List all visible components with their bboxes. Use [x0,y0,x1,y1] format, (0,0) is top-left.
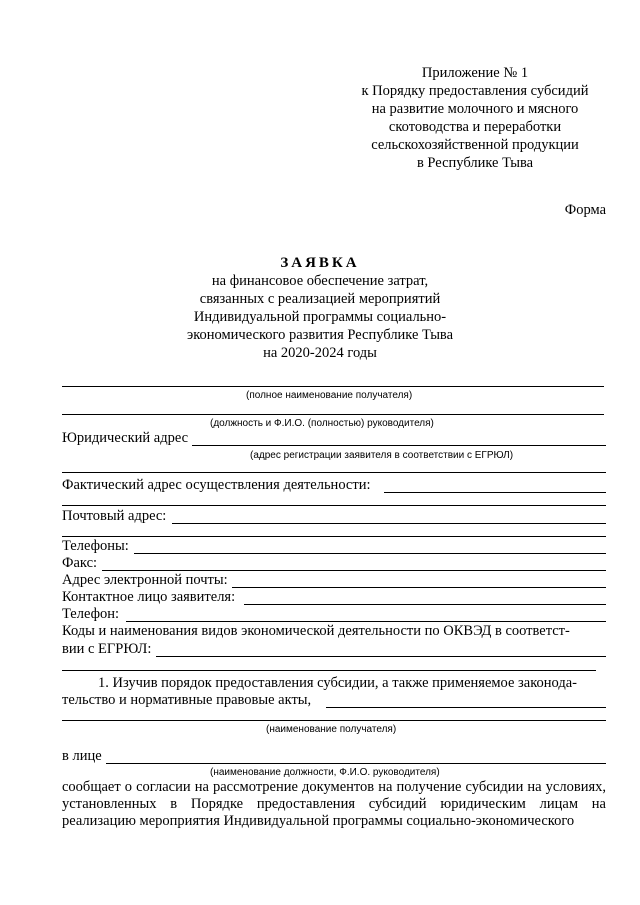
okved-label-line1: Коды и наименования видов экономической деятельности по ОКВЭД в соответст- [62,623,570,639]
subtitle-line: Индивидуальной программы социально- [193,309,447,325]
in-person-label: в лице [62,748,102,764]
head-position-line[interactable] [62,414,604,415]
contact-person-line[interactable] [244,604,606,605]
postal-address-label: Почтовый адрес: [62,508,167,524]
form-label: Форма [564,202,606,218]
fax-label: Факс: [62,555,98,571]
legal-address-extra-line[interactable] [62,472,606,473]
okved-extra-line[interactable] [62,670,596,671]
appendix-line: в Республике Тыва [416,155,534,171]
appendix-header [340,64,610,172]
in-person-line[interactable] [106,763,606,764]
recipient-name-caption: (наименование получателя) [266,724,397,735]
subtitle-line: на финансовое обеспечение затрат, [211,273,429,289]
email-label: Адрес электронной почты: [62,572,228,588]
appendix-line: Приложение № 1 [421,65,529,81]
actual-address-line[interactable] [384,492,606,493]
legal-address-line[interactable] [192,445,606,446]
appendix-line: на развитие молочного и мясного [371,101,579,117]
legal-address-label: Юридический адрес [62,430,189,446]
okved-line[interactable] [156,656,606,657]
actual-address-extra-line[interactable] [62,505,606,506]
subtitle-line: связанных с реализацией мероприятий [199,291,441,307]
subtitle-line: на 2020-2024 годы [263,345,377,361]
head-position-fio-caption: (наименование должности, Ф.И.О. руководителя) [210,767,440,778]
paragraph1-line1: 1. Изучив порядок предоставления субсидии, а также применяемое законода- [98,675,577,691]
appendix-line: к Порядку предоставления субсидий [361,83,589,99]
subtitle-line: экономического развития Республике Тыва [186,327,454,343]
document-subtitle [0,272,640,362]
phone-label: Телефон: [62,606,120,622]
postal-address-extra-line[interactable] [62,536,606,537]
phone-line[interactable] [126,621,606,622]
recipient-line[interactable] [62,720,606,721]
email-line[interactable] [232,587,606,588]
head-position-caption: (должность и Ф.И.О. (полностью) руководителя) [210,418,434,429]
recipient-name-line[interactable] [62,386,604,387]
document-title: ЗАЯВКА [280,255,360,271]
phones-line[interactable] [134,553,606,554]
paragraph1-line2: тельство и нормативные правовые акты, [62,692,312,708]
egrul-address-caption: (адрес регистрации заявителя в соответствии с ЕГРЮЛ) [250,450,514,461]
appendix-line: скотоводства и переработки [388,119,562,135]
contact-person-label: Контактное лицо заявителя: [62,589,236,605]
postal-address-line[interactable] [172,523,606,524]
recipient-full-name-caption: (полное наименование получателя) [246,390,413,401]
actual-address-label: Фактический адрес осуществления деятельности: [62,477,371,493]
okved-label-line2: вии с ЕГРЮЛ: [62,641,152,657]
phones-label: Телефоны: [62,538,129,554]
fax-line[interactable] [102,570,606,571]
legislation-line[interactable] [326,707,606,708]
consent-paragraph: сообщает о согласии на рассмотрение документов на получение субсидии на условиях, установленных в Порядке предоставления субсидий юридическим лицам на реализацию мероприятия Индивидуальной программы социально-экономического [62,779,606,829]
appendix-line: сельскохозяйственной продукции [371,137,579,153]
